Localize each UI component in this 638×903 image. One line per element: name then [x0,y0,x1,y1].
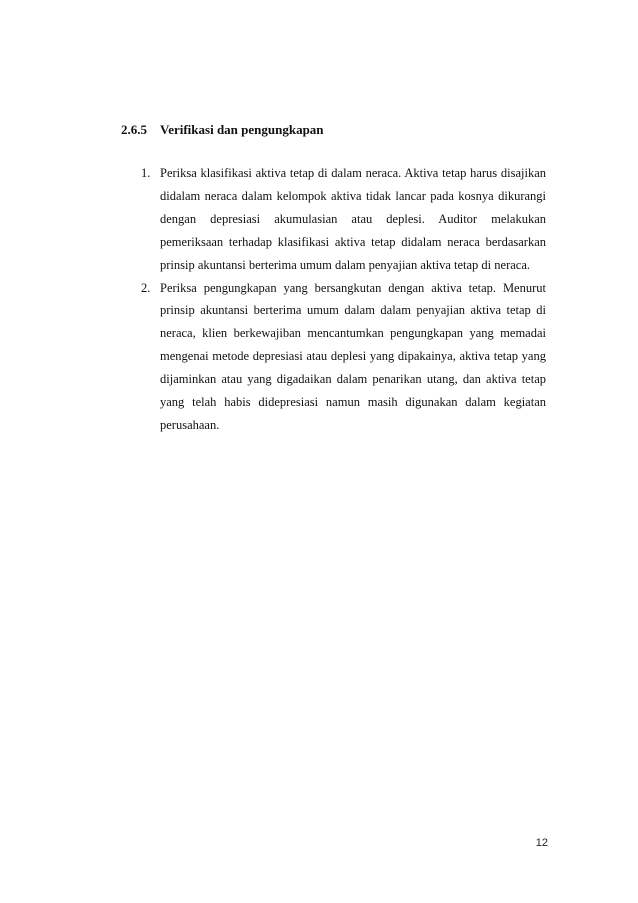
section-title: Verifikasi dan pengungkapan [160,122,324,137]
list-item-text: Periksa pengungkapan yang bersangkutan dengan aktiva tetap. Menurut prinsip akuntansi berterima umum dalam dalam penyajian aktiva tetap di neraca, klien berkewajiban mencantumkan pengungkapan yang memadai mengenai metode depresiasi atau deplesi yang dipakainya, aktiva tetap yang dijaminkan atau yang digadaikan dalam penarikan utang, dan aktiva tetap yang telah habis didepresiasi namun masih digunakan dalam kegiatan perusahaan. [160,280,546,432]
list-item [141,277,546,437]
list-item-text: Periksa klasifikasi aktiva tetap di dalam neraca. Aktiva tetap harus disajikan didalam neraca dalam kelompok aktiva tidak lancar pada kosnya dikurangi dengan depresiasi akumulasian atau deplesi. Auditor melakukan pemeriksaan terhadap klasifikasi aktiva tetap didalam neraca berdasarkan prinsip akuntansi berterima umum dalam penyajian aktiva tetap di neraca. [160,166,546,272]
page-number: 12 [535,837,548,849]
list-item [141,162,546,277]
list-item-number: 1. [141,166,151,180]
numbered-list [141,162,546,437]
section-number: 2.6.5 [121,122,147,137]
section-heading [121,121,324,139]
list-item-number: 2. [141,280,151,295]
